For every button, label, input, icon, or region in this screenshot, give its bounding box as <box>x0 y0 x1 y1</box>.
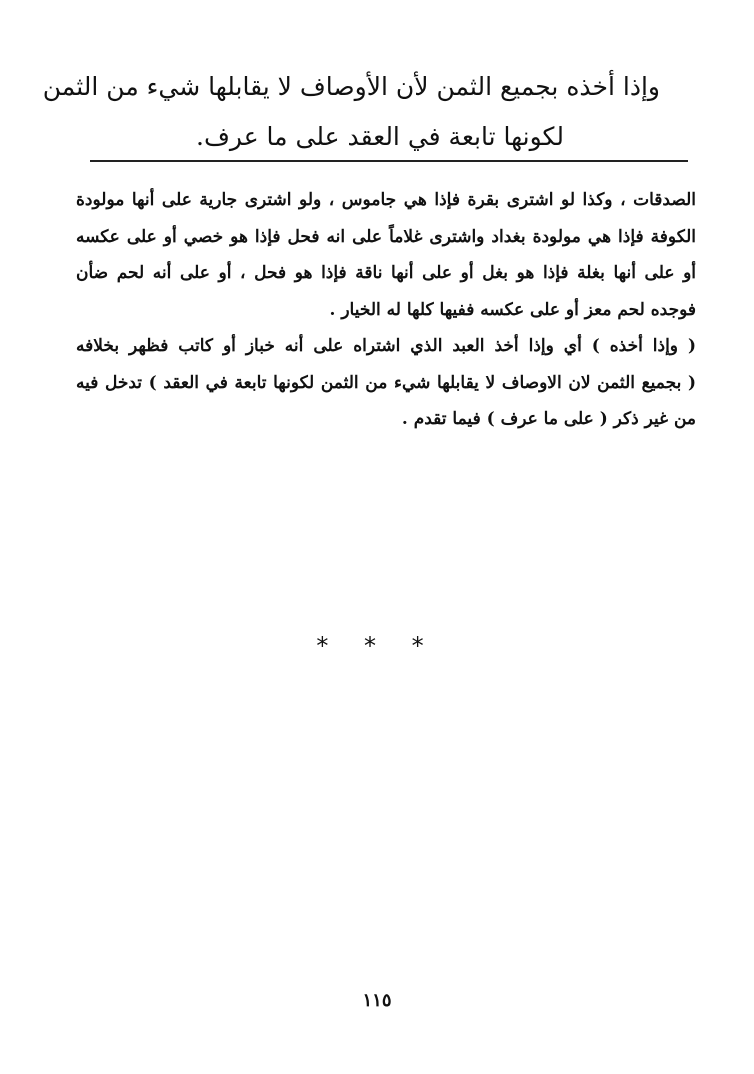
section-divider <box>90 160 688 162</box>
commentary-line: فوجده لحم معز أو على عكسه ففيها كلها له الخيار . <box>329 299 696 320</box>
main-text-line: لكونها تابعة في العقد على ما عرف. <box>196 122 564 151</box>
main-text-block <box>42 62 660 162</box>
commentary-line: أو على أنها بغلة فإذا هو بغل أو على أنها ناقة فإذا هو فحل ، أو على أنه لحم ضأن <box>76 263 696 283</box>
commentary-block <box>76 182 696 438</box>
commentary-line: ( بجميع الثمن لان الاوصاف لا يقابلها شيء من الثمن لكونها تابعة في العقد ) تدخل فيه <box>76 372 696 393</box>
page-number: ١١٥ <box>362 990 392 1011</box>
asterism-separator: * * * <box>316 632 438 660</box>
commentary-line: من غير ذكر ( على ما عرف ) فيما تقدم . <box>401 409 696 429</box>
commentary-line: ( وإذا أخذه ) أي وإذا أخذ العبد الذي اشتراه على أنه خباز أو كاتب فظهر بخلافه <box>76 336 696 356</box>
commentary-line: الكوفة فإذا هي مولودة بغداد واشترى غلاماً على انه فحل فإذا هو خصي أو على عكسه <box>76 226 696 247</box>
main-text-line: وإذا أخذه بجميع الثمن لأن الأوصاف لا يقابلها شيء من الثمن <box>42 72 660 101</box>
commentary-line: الصدقات ، وكذا لو اشترى بقرة فإذا هي جاموس ، ولو اشترى جارية على أنها مولودة <box>76 190 696 210</box>
